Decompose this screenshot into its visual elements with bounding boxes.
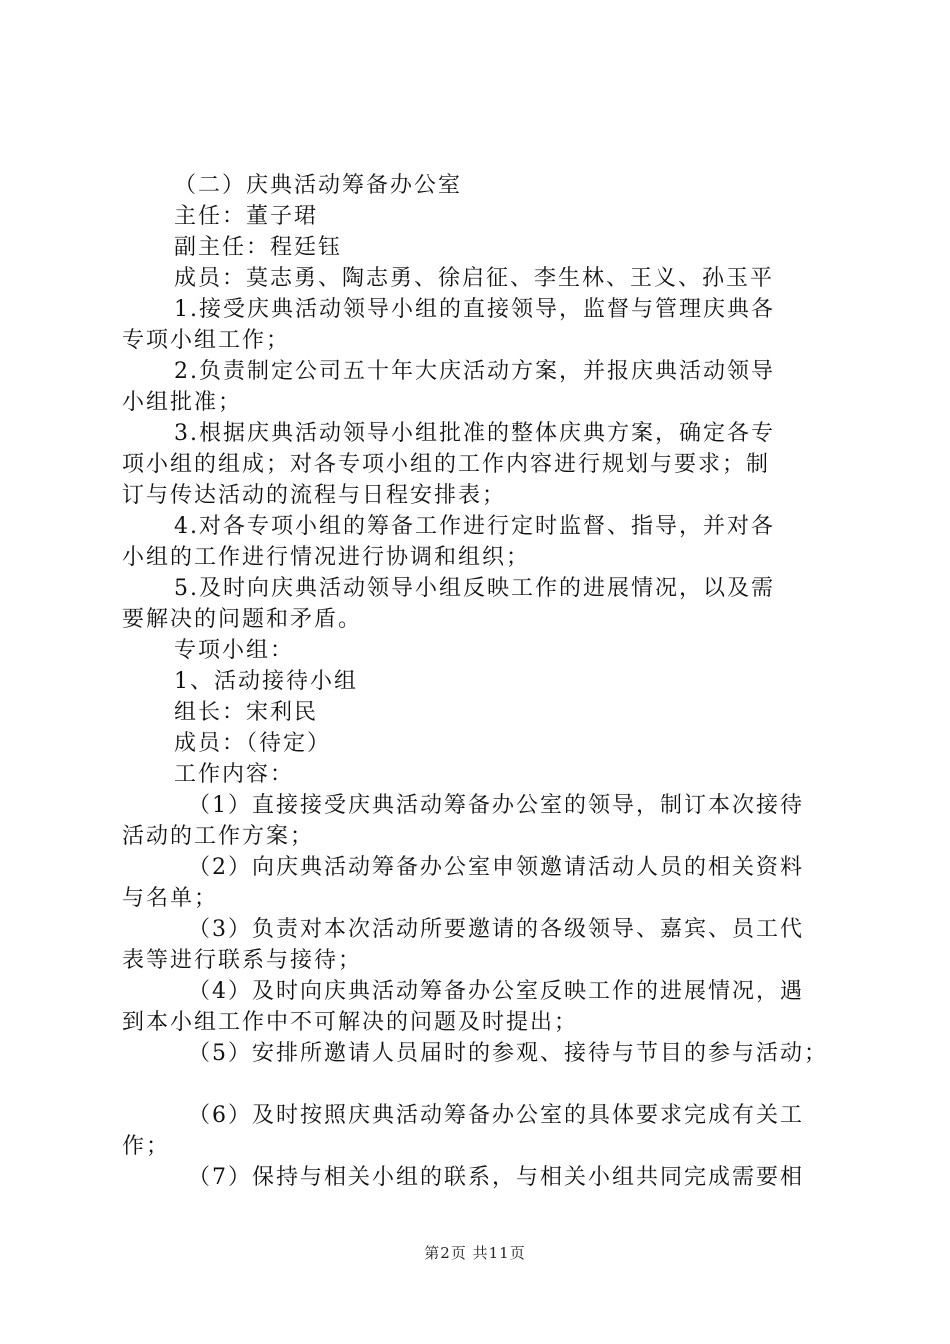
- text-line: （5）安排所邀请人员届时的参观、接待与节目的参与活动；: [188, 1041, 828, 1066]
- text-line: 5.及时向庆典活动领导小组反映工作的进展情况，以及需: [174, 576, 775, 601]
- text-line: 要解决的问题和矛盾。: [122, 607, 363, 632]
- subsection-heading: 1、活动接待小组: [174, 669, 358, 694]
- document-body: [122, 170, 834, 1193]
- text-line: （3）负责对本次活动所要邀请的各级领导、嘉宾、员工代: [188, 917, 804, 942]
- text-line: 成员：莫志勇、陶志勇、徐启征、李生林、王义、孙玉平: [174, 266, 775, 291]
- section-heading: （二）庆典活动筹备办公室: [174, 173, 463, 198]
- text-line: 主任：董子珺: [174, 204, 319, 229]
- text-line: 项小组的组成；对各专项小组的工作内容进行规划与要求；制: [122, 452, 771, 477]
- text-line: 活动的工作方案；: [122, 824, 315, 849]
- text-line: （7）保持与相关小组的联系，与相关小组共同完成需要相: [188, 1165, 804, 1190]
- text-line: 表等进行联系与接待；: [122, 948, 363, 973]
- text-line: （2）向庆典活动筹备办公室申领邀请活动人员的相关资料: [188, 855, 804, 880]
- text-line: 与名单；: [122, 886, 219, 911]
- blank-line: [122, 1069, 834, 1100]
- text-line: 4.对各专项小组的筹备工作进行定时监督、指导，并对各: [174, 514, 775, 539]
- page-number-footer: 第2页 共11页: [424, 1244, 526, 1262]
- text-line: 小组批准；: [122, 390, 243, 415]
- text-line: 成员：（待定）: [174, 731, 332, 756]
- text-line: 作；: [122, 1134, 171, 1159]
- text-line: （6）及时按照庆典活动筹备办公室的具体要求完成有关工: [188, 1103, 804, 1128]
- text-line: 组长：宋利民: [174, 700, 319, 725]
- text-line: 副主任：程廷钰: [174, 235, 343, 260]
- text-line: 3.根据庆典活动领导小组批准的整体庆典方案，确定各专: [174, 421, 775, 446]
- text-line: 到本小组工作中不可解决的问题及时提出；: [122, 1010, 579, 1035]
- text-line: 专项小组工作；: [122, 328, 291, 353]
- text-line: （4）及时向庆典活动筹备办公室反映工作的进展情况，遇: [188, 979, 804, 1004]
- text-line: 1.接受庆典活动领导小组的直接领导，监督与管理庆典各: [174, 297, 775, 322]
- text-line: 订与传达活动的流程与日程安排表；: [122, 483, 507, 508]
- text-line: 小组的工作进行情况进行协调和组织；: [122, 545, 531, 570]
- text-line: （1）直接接受庆典活动筹备办公室的领导，制订本次接待: [188, 793, 804, 818]
- text-line: 工作内容：: [174, 762, 295, 787]
- text-line: 专项小组：: [174, 638, 295, 663]
- text-line: 2.负责制定公司五十年大庆活动方案，并报庆典活动领导: [174, 359, 775, 384]
